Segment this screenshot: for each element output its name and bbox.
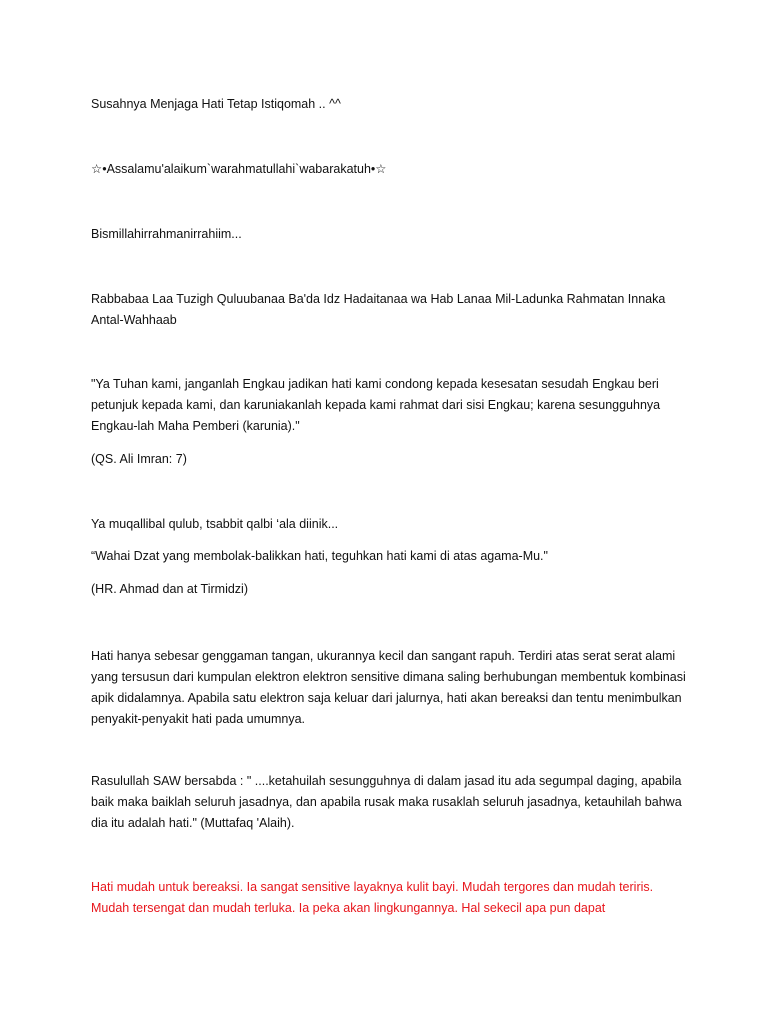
doa-arabic: Rabbabaa Laa Tuzigh Quluubanaa Ba'da Idz Hadaitanaa wa Hab Lanaa Mil-Ladunka Rahmatan Innaka Antal-Wahhaab xyxy=(91,292,666,327)
doa-source: (QS. Ali Imran: 7) xyxy=(91,452,187,466)
bismillah: Bismillahirrahmanirrahiim... xyxy=(91,227,242,241)
paragraph-red: Hati mudah untuk bereaksi. Ia sangat sensitive layaknya kulit bayi. Mudah tergores dan mudah teriris. Mudah tersengat dan mudah terluka. Ia peka akan lingkungannya. Hal sekecil apa pun dapat xyxy=(91,880,654,915)
greeting: ☆•Assalamu'alaikum`warahmatullahi`wabarakatuh•☆ xyxy=(91,162,387,176)
document-title: Susahnya Menjaga Hati Tetap Istiqomah .. ^^ xyxy=(91,97,341,111)
doa2-translation: “Wahai Dzat yang membolak-balikkan hati, teguhkan hati kami di atas agama-Mu." xyxy=(91,549,548,563)
paragraph-hadith: Rasulullah SAW bersabda : " ....ketahuilah sesungguhnya di dalam jasad itu ada segumpal daging, apabila baik maka baiklah seluruh jasadnya, dan apabila rusak maka rusaklah seluruh jasadnya, ketauhilah bahwa dia itu adalah hati." (Muttafaq 'Alaih). xyxy=(91,774,682,830)
paragraph-hati: Hati hanya sebesar genggaman tangan, ukurannya kecil dan sangant rapuh. Terdiri atas serat serat alami yang tersusun dari kumpulan elektron elektron sensitive dimana saling berhubungan membentuk kombinasi apik didalamnya. Apabila satu elektron saja keluar dari jalurnya, hati akan bereaksi dan tentu menimbulkan penyakit-penyakit hati pada umumnya. xyxy=(91,649,686,726)
doa2-source: (HR. Ahmad dan at Tirmidzi) xyxy=(91,582,248,596)
doa2-arabic: Ya muqallibal qulub, tsabbit qalbi ‘ala diinik... xyxy=(91,517,339,531)
doa-translation: "Ya Tuhan kami, janganlah Engkau jadikan hati kami condong kepada kesesatan sesudah Engkau beri petunjuk kepada kami, dan karuniakanlah kepada kami rahmat dari sisi Engkau; karena sesungguhnya Engkau-lah Maha Pemberi (karunia)." xyxy=(91,377,661,433)
